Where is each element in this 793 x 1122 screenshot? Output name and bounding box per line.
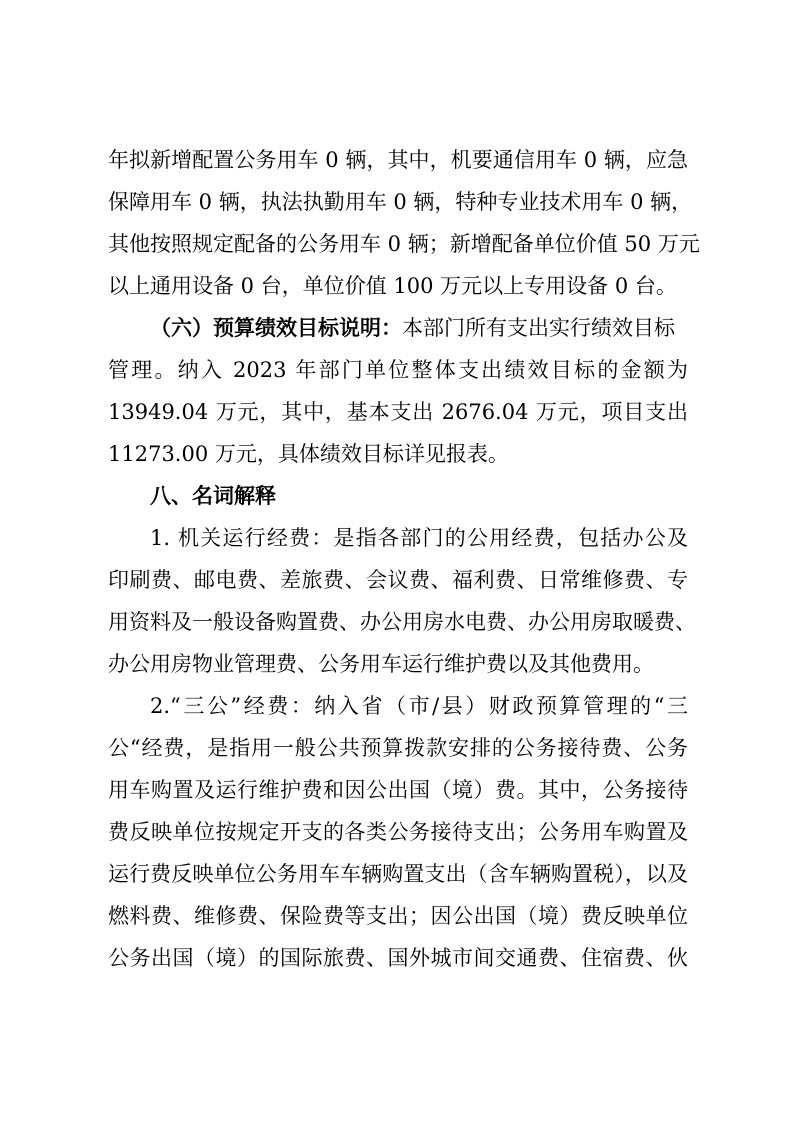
vehicles-line-4: 以上通用设备 0 台，单位价值 100 万元以上专用设备 0 台。 [108, 274, 677, 298]
term1-line-3: 用资料及一般设备购置费、办公用房水电费、办公用房取暖费、 [108, 610, 696, 634]
term1-line-4: 办公用房物业管理费、公务用车运行维护费以及其他费用。 [108, 652, 654, 676]
vehicles-line-3: 其他按照规定配备的公务用车 0 辆；新增配备单位价值 50 万元 [108, 232, 700, 256]
section-six-line-1-text: 本部门所有支出实行绩效目标 [402, 316, 675, 340]
vehicles-line-2: 保障用车 0 辆，执法执勤用车 0 辆，特种专业技术用车 0 辆， [108, 190, 693, 214]
section-six-line-4: 11273.00 万元，具体绩效目标详见报表。 [108, 442, 509, 466]
term2-line-6: 燃料费、维修费、保险费等支出；因公出国（境）费反映单位 [108, 904, 688, 928]
section-six-line-2: 管理。纳入 2023 年部门单位整体支出绩效目标的金额为 [108, 358, 688, 382]
term2-line-2: 公“经费，是指用一般公共预算拨款安排的公务接待费、公务 [108, 736, 688, 760]
term2-line-1: 2.“三公”经费：纳入省（市/县）财政预算管理的“三 [150, 694, 688, 718]
section-six-line-3: 13949.04 万元，其中，基本支出 2676.04 万元，项目支出 [108, 400, 688, 424]
term2-line-5: 运行费反映单位公务用车车辆购置支出（含车辆购置税），以及 [108, 862, 688, 886]
section-eight-heading: 八、名词解释 [150, 484, 276, 508]
term2-line-3: 用车购置及运行维护费和因公出国（境）费。其中，公务接待 [108, 778, 688, 802]
term1-line-1: 1. 机关运行经费：是指各部门的公用经费，包括办公及 [150, 526, 688, 550]
vehicles-line-1: 年拟新增配置公务用车 0 辆，其中，机要通信用车 0 辆，应急 [108, 148, 688, 172]
section-six-title: （六）预算绩效目标说明： [150, 316, 402, 340]
term2-line-4: 费反映单位按规定开支的各类公务接待支出；公务用车购置及 [108, 820, 688, 844]
term1-line-2: 印刷费、邮电费、差旅费、会议费、福利费、日常维修费、专 [108, 568, 688, 592]
term2-line-7: 公务出国（境）的国际旅费、国外城市间交通费、住宿费、伙 [108, 946, 688, 970]
section-six-line-1 [150, 310, 688, 346]
